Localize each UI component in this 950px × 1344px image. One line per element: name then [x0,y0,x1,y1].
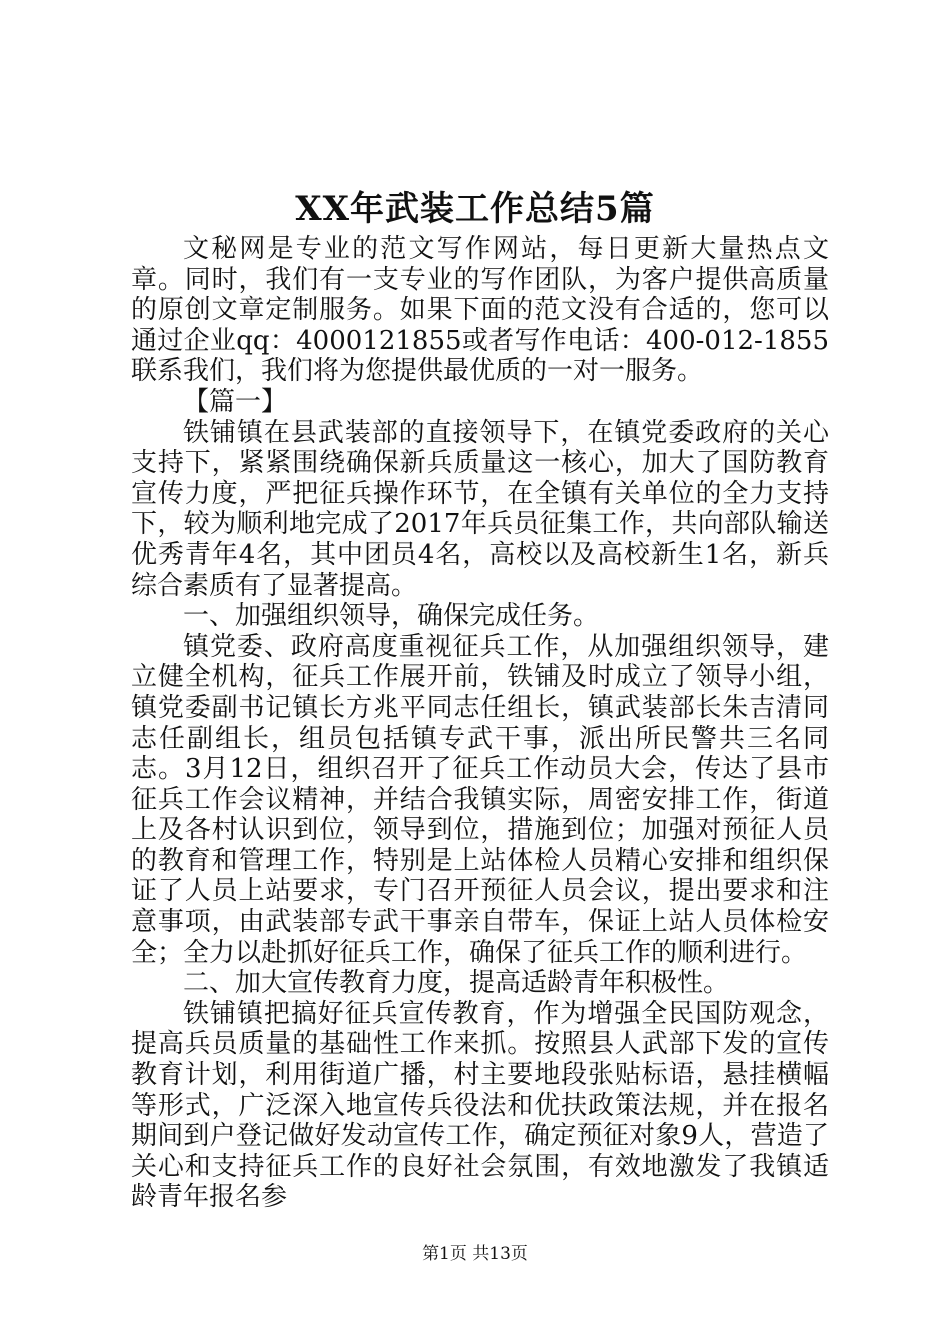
document-body [131,234,829,1213]
document-title: XX年武装工作总结5篇 [295,189,655,229]
page-footer: 第1页 共13页 [422,1244,528,1264]
section-heading-part-one: 【篇一】 [183,386,288,417]
subheading-organization: 一、加强组织领导，确保完成任务。 [183,601,600,632]
body-paragraph: 铁铺镇在县武装部的直接领导下，在镇党委政府的关心支持下，紧紧围绕确保新兵质量这一核心，加大了国防教育宣传力度，严把征兵操作环节，在全镇有关单位的全力支持下，较为顺利地完成了2017年兵员征集工作，共向部队输送优秀青年4名，其中团员4名，高校以及高校新生1名，新兵综合素质有了显著提高。 [131,417,829,601]
body-paragraph: 镇党委、政府高度重视征兵工作，从加强组织领导，建立健全机构，征兵工作展开前，铁铺及时成立了领导小组，镇党委副书记镇长方兆平同志任组长，镇武装部长朱吉清同志任副组长，组员包括镇专武干事，派出所民警共三名同志。3月12日，组织召开了征兵工作动员大会，传达了县市征兵工作会议精神，并结合我镇实际，周密安排工作，街道上及各村认识到位，领导到位，措施到位；加强对预征人员的教育和管理工作，特别是上站体检人员精心安排和组织保证了人员上站要求，专门召开预征人员会议，提出要求和注意事项，由武装部专武干事亲自带车，保证上站人员体检安全；全力以赴抓好征兵工作，确保了征兵工作的顺利进行。 [131,631,829,968]
intro-paragraph: 文秘网是专业的范文写作网站，每日更新大量热点文章。同时，我们有一支专业的写作团队，为客户提供高质量的原创文章定制服务。如果下面的范文没有合适的，您可以通过企业qq：4000121855或者写作电话：400-012-1855联系我们，我们将为您提供最优质的一对一服务。 [131,234,829,387]
body-paragraph: 铁铺镇把搞好征兵宣传教育，作为增强全民国防观念，提高兵员质量的基础性工作来抓。按照县人武部下发的宣传教育计划，利用街道广播，村主要地段张贴标语，悬挂横幅等形式，广泛深入地宣传兵役法和优扶政策法规，并在报名期间到户登记做好发动宣传工作，确定预征对象9人，营造了关心和支持征兵工作的良好社会氛围，有效地激发了我镇适龄青年报名参 [131,998,829,1213]
subheading-publicity: 二、加大宣传教育力度，提高适龄青年积极性。 [183,968,730,999]
